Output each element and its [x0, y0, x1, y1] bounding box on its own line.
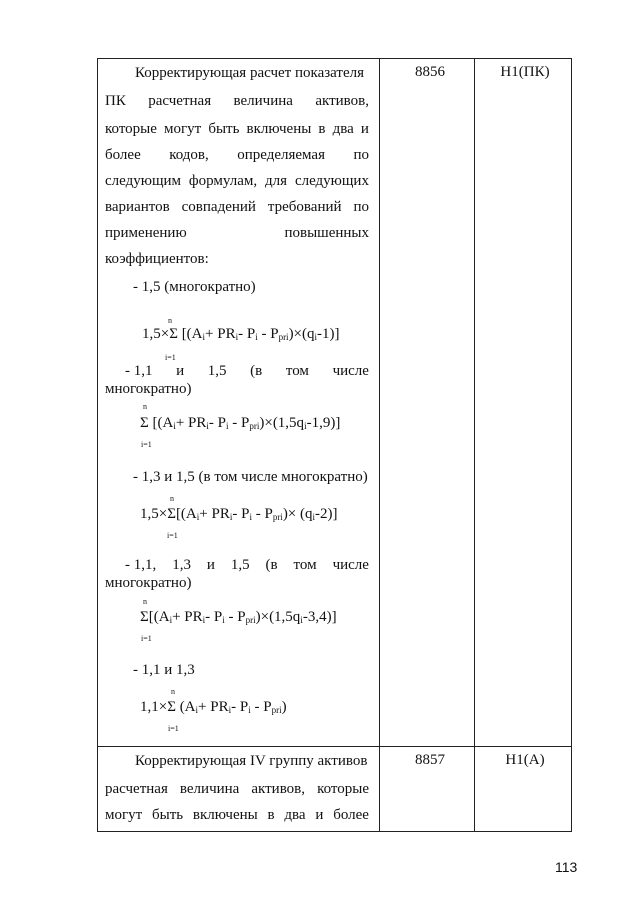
table-border-bottom	[97, 831, 572, 832]
coefficient-label: многократно)	[105, 575, 192, 591]
row-divider	[97, 746, 572, 747]
formula: 1,5×Σ [($A_i+ PR_i-$ $P_i - P_{pri})\times(q_i-1)$]	[142, 326, 340, 342]
coefficient-label: - 1,3 и 1,5 (в том числе многократно)	[133, 469, 368, 485]
description-line: которые могут быть включены в два и	[105, 121, 369, 137]
formula: 1,1×Σ ($A_i+ PR_i-$ $P_i - P_{pri}$)	[140, 699, 287, 715]
coefficient-label: - 1,1 и 1,5 (в том числе	[125, 363, 369, 379]
sum-upper-limit: n	[170, 494, 174, 503]
coefficient-label: многократно)	[105, 381, 192, 397]
description-line: Корректирующая IV группу активов	[135, 753, 368, 769]
description-line: вариантов совпадений требований по	[105, 199, 369, 215]
column-divider	[379, 58, 380, 832]
coefficient-label: - 1,5 (многократно)	[133, 279, 256, 295]
row-code: 8856	[415, 64, 445, 80]
description-line: коэффициентов:	[105, 251, 209, 267]
table-border-top	[97, 58, 572, 59]
sum-lower-limit: i=1	[167, 531, 178, 540]
row-category: Н1(ПК)	[500, 64, 550, 80]
formula: $1,5\times\Sigma[(A_i+ PR_i-$ $P_i - P_{pri})\times (q_i-2)$]	[140, 506, 338, 522]
coefficient-label: - 1,1 и 1,3	[133, 662, 195, 678]
description-line: могут быть включены в два и более	[105, 807, 369, 823]
sum-upper-limit: n	[171, 687, 175, 696]
description-line: расчетная величина активов, которые	[105, 781, 369, 797]
sum-lower-limit: i=1	[141, 440, 152, 449]
formula: Σ [($A_i+ PR_i-$ $P_i - P_{pri})\times(1,5q_i-1,9)$]	[140, 415, 341, 431]
row-code: 8857	[415, 752, 445, 768]
coefficient-label: - 1,1, 1,3 и 1,5 (в том числе	[125, 557, 369, 573]
formula: $\Sigma[(A_i+ PR_i-$ $P_i - P_{pri})\times(1,5q_i-3,4)$]	[140, 609, 337, 625]
data-table	[97, 58, 572, 832]
description-line: Корректирующая расчет показателя	[135, 65, 365, 81]
row-category: Н1(А)	[505, 752, 545, 768]
table-border-right	[571, 58, 572, 832]
description-line: ПК расчетная величина активов,	[105, 93, 369, 109]
page-number: 113	[555, 859, 578, 875]
sum-lower-limit: i=1	[168, 724, 179, 733]
sum-upper-limit: n	[168, 316, 172, 325]
description-line: применению повышенных	[105, 225, 369, 241]
column-divider	[474, 58, 475, 832]
table-border-left	[97, 58, 98, 832]
sum-lower-limit: i=1	[141, 634, 152, 643]
sum-lower-limit: i=1	[165, 353, 176, 362]
sum-upper-limit: n	[143, 597, 147, 606]
sum-upper-limit: n	[143, 402, 147, 411]
description-line: следующим формулам, для следующих	[105, 173, 369, 189]
description-line: более кодов, определяемая по	[105, 147, 369, 163]
